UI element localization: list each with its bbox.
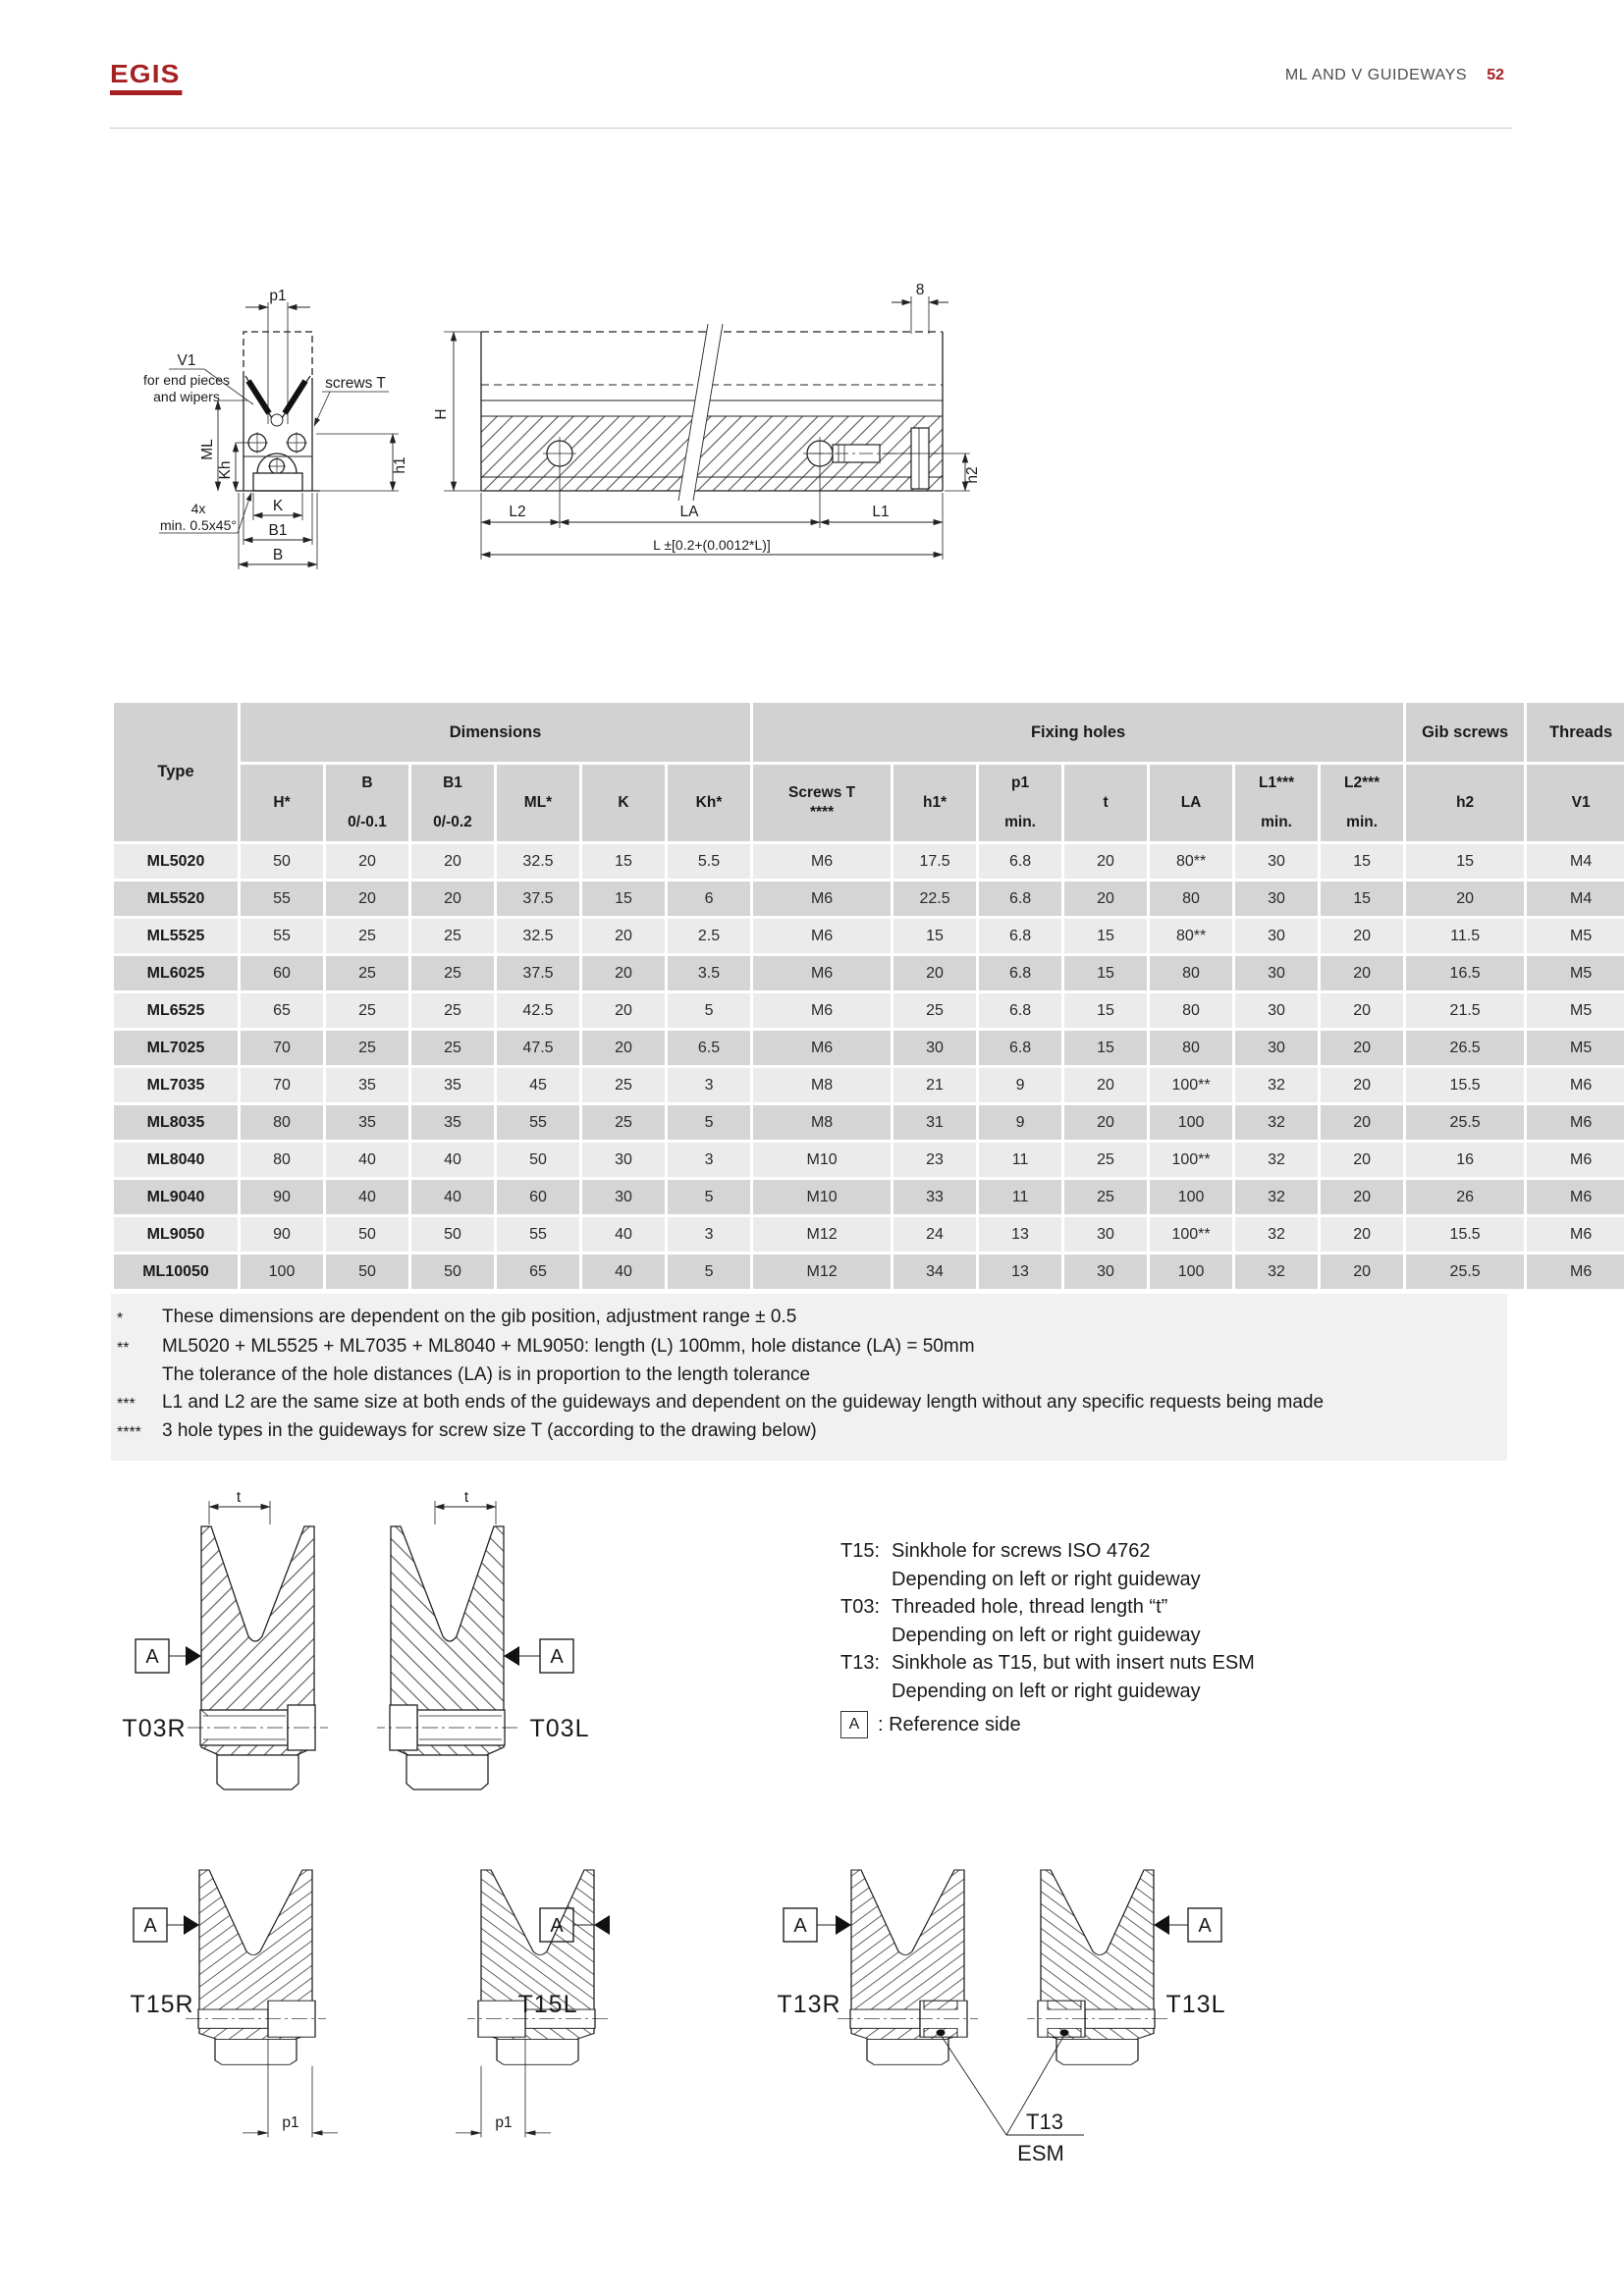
- column-group-fixing-holes: Fixing holes: [753, 703, 1403, 762]
- a-box-label: A: [550, 1646, 564, 1668]
- table-cell: 80**: [1150, 919, 1232, 953]
- table-cell: 5: [668, 1180, 750, 1214]
- header-divider: [110, 128, 1512, 129]
- table-cell: 6.8: [979, 919, 1061, 953]
- table-cell: 80: [241, 1105, 323, 1140]
- label-t13: T13: [1026, 2109, 1063, 2134]
- table-row: [114, 993, 1624, 1028]
- table-cell: 20: [1321, 1105, 1403, 1140]
- table-cell: 42.5: [497, 993, 579, 1028]
- table-cell: M5: [1527, 956, 1624, 990]
- a-box-label: A: [793, 1915, 807, 1937]
- table-cell: 15: [1064, 1031, 1147, 1065]
- dim-label-h1: h1: [392, 456, 408, 474]
- table-cell: 20: [1321, 1031, 1403, 1065]
- dim-label-l1: L1: [872, 504, 890, 520]
- profile-t13l: [1027, 1870, 1221, 2064]
- table-cell: 30: [893, 1031, 976, 1065]
- table-row: [114, 881, 1624, 916]
- table-cell: 6: [668, 881, 750, 916]
- table-cell: 32: [1235, 1217, 1318, 1252]
- table-cell: 9: [979, 1068, 1061, 1102]
- label-t13l: T13L: [1165, 1991, 1226, 2018]
- profile-t03l: [377, 1501, 573, 1789]
- column-header: ML*: [497, 765, 579, 841]
- table-row: [114, 844, 1624, 879]
- dim-label-t-left: t: [463, 1492, 469, 1506]
- column-group-dimensions: Dimensions: [241, 703, 750, 762]
- footnote-line: * These dimensions are dependent on the gib position, adjustment range ± 0.5: [117, 1307, 797, 1327]
- table-cell: 15: [1321, 844, 1403, 879]
- table-cell: 9: [979, 1105, 1061, 1140]
- table-cell: 3: [668, 1143, 750, 1177]
- label-esm: ESM: [1017, 2141, 1064, 2165]
- table-cell: 40: [411, 1143, 494, 1177]
- table-cell: 30: [582, 1180, 665, 1214]
- table-cell: 11.5: [1406, 919, 1524, 953]
- table-cell: 45: [497, 1068, 579, 1102]
- table-cell: 90: [241, 1217, 323, 1252]
- table-cell: 65: [497, 1255, 579, 1289]
- table-cell: 35: [326, 1068, 408, 1102]
- table-cell: 80: [241, 1143, 323, 1177]
- table-cell: 55: [241, 881, 323, 916]
- label-t03l: T03L: [529, 1715, 590, 1742]
- table-cell: M6: [1527, 1180, 1624, 1214]
- footnotes-panel: [111, 1294, 1507, 1461]
- table-cell: 21.5: [1406, 993, 1524, 1028]
- row-type: ML7025: [114, 1031, 238, 1065]
- table-cell: 23: [893, 1143, 976, 1177]
- table-cell: 80: [1150, 881, 1232, 916]
- dim-label-p1: p1: [269, 288, 287, 304]
- table-cell: 5.5: [668, 844, 750, 879]
- table-cell: 34: [893, 1255, 976, 1289]
- legend-item: T15: Sinkhole for screws ISO 4762: [840, 1540, 1151, 1562]
- dim-label-l-formula: L ±[0.2+(0.0012*L)]: [653, 537, 771, 553]
- dim-label-b1: B1: [268, 522, 288, 539]
- table-cell: 11: [979, 1180, 1061, 1214]
- footnote-line: **** 3 hole types in the guideways for screw size T (according to the drawing below): [117, 1420, 817, 1441]
- table-row: [114, 919, 1624, 953]
- sub-header-row: [114, 765, 1624, 841]
- dim-label-t-right: t: [236, 1492, 242, 1506]
- legend-item: T13: Sinkhole as T15, but with insert nuts ESM: [840, 1652, 1255, 1674]
- table-cell: 50: [411, 1255, 494, 1289]
- table-cell: 32.5: [497, 844, 579, 879]
- table-cell: 6.8: [979, 1031, 1061, 1065]
- table-cell: 20: [326, 881, 408, 916]
- table-cell: 25: [326, 993, 408, 1028]
- row-type: ML5520: [114, 881, 238, 916]
- chamfer-note-line1: 4x: [190, 501, 206, 516]
- legend-item-sub: Depending on left or right guideway: [892, 1680, 1201, 1702]
- table-cell: 30: [1235, 844, 1318, 879]
- reference-side-label: : Reference side: [878, 1713, 1021, 1735]
- table-row: [114, 1217, 1624, 1252]
- table-cell: 20: [1406, 881, 1524, 916]
- column-header: p1 min.: [979, 765, 1061, 841]
- table-cell: 50: [411, 1217, 494, 1252]
- page-number: 52: [1487, 67, 1504, 83]
- column-header: L2*** min.: [1321, 765, 1403, 841]
- a-box-label: A: [145, 1646, 159, 1668]
- egis-logo: EGIS: [110, 61, 183, 95]
- legend-item-sub: Depending on left or right guideway: [892, 1624, 1201, 1646]
- profile-t13r: [784, 1870, 978, 2064]
- table-cell: 15: [1064, 919, 1147, 953]
- table-cell: 20: [1321, 1143, 1403, 1177]
- row-type: ML9050: [114, 1217, 238, 1252]
- dimensions-table: [111, 700, 1624, 1292]
- table-cell: 50: [326, 1255, 408, 1289]
- table-cell: M10: [753, 1180, 891, 1214]
- row-type: ML8040: [114, 1143, 238, 1177]
- table-cell: 3: [668, 1217, 750, 1252]
- table-cell: 31: [893, 1105, 976, 1140]
- table-cell: 65: [241, 993, 323, 1028]
- table-cell: 80: [1150, 956, 1232, 990]
- reference-a-box: A: [840, 1711, 868, 1738]
- table-cell: 32: [1235, 1105, 1318, 1140]
- table-cell: M12: [753, 1217, 891, 1252]
- column-header: LA: [1150, 765, 1232, 841]
- table-cell: 15: [1064, 993, 1147, 1028]
- table-cell: 33: [893, 1180, 976, 1214]
- row-type: ML10050: [114, 1255, 238, 1289]
- legend-item: T03: Threaded hole, thread length “t”: [840, 1596, 1168, 1618]
- table-cell: M4: [1527, 881, 1624, 916]
- table-cell: 32: [1235, 1143, 1318, 1177]
- table-cell: 100: [1150, 1105, 1232, 1140]
- table-cell: 20: [1321, 993, 1403, 1028]
- table-cell: 20: [1321, 1068, 1403, 1102]
- footnote-line: The tolerance of the hole distances (LA) is in proportion to the length tolerance: [162, 1364, 811, 1385]
- footnote-line: *** L1 and L2 are the same size at both ends of the guideways and dependent on the guideway length without any specific requests being made: [117, 1391, 1325, 1413]
- table-cell: 22.5: [893, 881, 976, 916]
- row-type: ML9040: [114, 1180, 238, 1214]
- table-cell: 20: [1064, 1068, 1147, 1102]
- table-cell: M6: [753, 1031, 891, 1065]
- table-cell: 55: [241, 919, 323, 953]
- label-t15r: T15R: [130, 1991, 194, 2018]
- guideway-technical-drawing: [88, 177, 992, 599]
- table-cell: M6: [1527, 1068, 1624, 1102]
- table-cell: 16: [1406, 1143, 1524, 1177]
- a-box-label: A: [143, 1915, 157, 1937]
- table-cell: M6: [1527, 1255, 1624, 1289]
- table-cell: 32: [1235, 1255, 1318, 1289]
- table-cell: 100**: [1150, 1217, 1232, 1252]
- table-cell: 13: [979, 1255, 1061, 1289]
- table-row: [114, 1068, 1624, 1102]
- chamfer-note-line2: min. 0.5x45°: [160, 517, 237, 533]
- table-cell: 35: [411, 1105, 494, 1140]
- table-cell: 80: [1150, 993, 1232, 1028]
- table-cell: 6.8: [979, 993, 1061, 1028]
- table-cell: 30: [1235, 956, 1318, 990]
- table-cell: 5: [668, 993, 750, 1028]
- row-type: ML6525: [114, 993, 238, 1028]
- dim-label-b: B: [272, 547, 284, 563]
- legend-item-sub: Depending on left or right guideway: [892, 1568, 1201, 1590]
- dim-label-h: H: [433, 408, 450, 420]
- table-cell: 20: [326, 844, 408, 879]
- table-cell: M6: [753, 881, 891, 916]
- table-cell: 30: [1235, 919, 1318, 953]
- table-cell: 20: [582, 993, 665, 1028]
- table-cell: 25: [326, 956, 408, 990]
- table-cell: 90: [241, 1180, 323, 1214]
- table-cell: 30: [1064, 1255, 1147, 1289]
- column-header: t: [1064, 765, 1147, 841]
- table-cell: 20: [1321, 956, 1403, 990]
- table-cell: 6.5: [668, 1031, 750, 1065]
- table-cell: 20: [411, 844, 494, 879]
- table-cell: 25: [1064, 1143, 1147, 1177]
- table-cell: 21: [893, 1068, 976, 1102]
- table-cell: 15: [582, 844, 665, 879]
- a-box-label: A: [550, 1915, 564, 1937]
- table-cell: 100: [1150, 1255, 1232, 1289]
- table-cell: 50: [241, 844, 323, 879]
- table-cell: 40: [582, 1255, 665, 1289]
- table-cell: 26: [1406, 1180, 1524, 1214]
- table-cell: 20: [1321, 1255, 1403, 1289]
- row-type: ML7035: [114, 1068, 238, 1102]
- table-cell: 2.5: [668, 919, 750, 953]
- table-cell: 25: [411, 956, 494, 990]
- table-cell: 100: [1150, 1180, 1232, 1214]
- table-cell: 16.5: [1406, 956, 1524, 990]
- table-cell: 25: [893, 993, 976, 1028]
- table-row: [114, 956, 1624, 990]
- table-cell: 37.5: [497, 956, 579, 990]
- table-cell: M10: [753, 1143, 891, 1177]
- table-cell: 15: [582, 881, 665, 916]
- table-cell: 50: [326, 1217, 408, 1252]
- table-body: [114, 844, 1624, 1289]
- table-cell: 26.5: [1406, 1031, 1524, 1065]
- table-cell: M6: [1527, 1143, 1624, 1177]
- dim-label-h2: h2: [964, 466, 981, 484]
- table-cell: 47.5: [497, 1031, 579, 1065]
- table-cell: 20: [1321, 1180, 1403, 1214]
- table-cell: M6: [753, 844, 891, 879]
- table-cell: 30: [1235, 1031, 1318, 1065]
- footnote-line: ** ML5020 + ML5525 + ML7035 + ML8040 + ML9050: length (L) 100mm, hole distance (LA) = 50mm: [117, 1335, 975, 1357]
- table-cell: M5: [1527, 993, 1624, 1028]
- table-cell: 25: [411, 1031, 494, 1065]
- table-cell: 15: [1064, 956, 1147, 990]
- table-cell: 100: [241, 1255, 323, 1289]
- table-cell: 25: [582, 1068, 665, 1102]
- table-row: [114, 1031, 1624, 1065]
- column-header: h1*: [893, 765, 976, 841]
- table-cell: 80: [1150, 1031, 1232, 1065]
- row-type: ML5020: [114, 844, 238, 879]
- dim-label-ml: ML: [199, 439, 216, 460]
- table-row: [114, 1105, 1624, 1140]
- table-cell: 11: [979, 1143, 1061, 1177]
- table-cell: 60: [241, 956, 323, 990]
- column-header: V1: [1527, 765, 1624, 841]
- column-header: H*: [241, 765, 323, 841]
- column-header: B1 0/-0.2: [411, 765, 494, 841]
- dim-label-k: K: [272, 498, 284, 514]
- column-header: h2: [1406, 765, 1524, 841]
- table-cell: 37.5: [497, 881, 579, 916]
- label-t03r: T03R: [122, 1715, 187, 1742]
- row-type: ML5525: [114, 919, 238, 953]
- table-cell: M8: [753, 1105, 891, 1140]
- table-cell: 100**: [1150, 1143, 1232, 1177]
- column-group-type: Type: [114, 703, 238, 841]
- column-group-threads: Threads: [1527, 703, 1624, 762]
- table-cell: M4: [1527, 844, 1624, 879]
- row-type: ML6025: [114, 956, 238, 990]
- a-box-label: A: [1198, 1915, 1212, 1937]
- table-cell: 35: [411, 1068, 494, 1102]
- table-cell: 25: [1064, 1180, 1147, 1214]
- dim-label-kh: Kh: [217, 460, 234, 480]
- table-cell: 40: [326, 1180, 408, 1214]
- profile-t03r: [135, 1501, 328, 1789]
- table-cell: 25: [582, 1105, 665, 1140]
- table-cell: 3: [668, 1068, 750, 1102]
- table-cell: 80**: [1150, 844, 1232, 879]
- side-view-drawing: [481, 296, 970, 560]
- table-cell: 32.5: [497, 919, 579, 953]
- table-cell: M6: [1527, 1105, 1624, 1140]
- table-cell: 25: [411, 919, 494, 953]
- table-cell: 20: [582, 956, 665, 990]
- table-cell: 13: [979, 1217, 1061, 1252]
- table-cell: 40: [411, 1180, 494, 1214]
- table-cell: M5: [1527, 919, 1624, 953]
- group-header-row: [114, 703, 1624, 762]
- table-cell: 6.8: [979, 956, 1061, 990]
- table-cell: 40: [582, 1217, 665, 1252]
- table-cell: 25: [411, 993, 494, 1028]
- table-cell: 25.5: [1406, 1105, 1524, 1140]
- table-cell: 6.8: [979, 844, 1061, 879]
- table-cell: 30: [582, 1143, 665, 1177]
- table-cell: 15.5: [1406, 1068, 1524, 1102]
- table-cell: 15.5: [1406, 1217, 1524, 1252]
- table-cell: 32: [1235, 1180, 1318, 1214]
- table-cell: M6: [753, 993, 891, 1028]
- table-cell: 20: [1064, 1105, 1147, 1140]
- table-cell: 40: [326, 1143, 408, 1177]
- dim-label-p1-right: p1: [282, 2114, 299, 2131]
- label-t15l: T15L: [517, 1991, 578, 2018]
- table-cell: 20: [1064, 844, 1147, 879]
- table-cell: 15: [893, 919, 976, 953]
- table-cell: 20: [1321, 1217, 1403, 1252]
- column-header: B 0/-0.1: [326, 765, 408, 841]
- table-cell: 32: [1235, 1068, 1318, 1102]
- table-cell: 24: [893, 1217, 976, 1252]
- table-cell: M12: [753, 1255, 891, 1289]
- dim-label-p1-left: p1: [495, 2114, 513, 2131]
- table-cell: 50: [497, 1143, 579, 1177]
- table-cell: 60: [497, 1180, 579, 1214]
- dimensions-table-wrap: [111, 700, 1613, 1292]
- column-header: K: [582, 765, 665, 841]
- column-header: L1*** min.: [1235, 765, 1318, 841]
- v1-note-line1: for end pieces: [143, 372, 230, 388]
- table-cell: 5: [668, 1105, 750, 1140]
- table-cell: 17.5: [893, 844, 976, 879]
- table-cell: 20: [893, 956, 976, 990]
- column-group-gib-screws: Gib screws: [1406, 703, 1524, 762]
- table-cell: 3.5: [668, 956, 750, 990]
- column-header: Screws T ****: [753, 765, 891, 841]
- dim-label-v1: V1: [177, 352, 196, 369]
- table-row: [114, 1143, 1624, 1177]
- table-cell: 6.8: [979, 881, 1061, 916]
- page-title: ML AND V GUIDEWAYS: [1284, 67, 1468, 83]
- table-cell: 100**: [1150, 1068, 1232, 1102]
- table-cell: 20: [582, 919, 665, 953]
- table-cell: M6: [1527, 1217, 1624, 1252]
- label-t13r: T13R: [777, 1991, 841, 2018]
- header-right: [1285, 67, 1504, 84]
- table-cell: 25: [326, 1031, 408, 1065]
- dim-label-l2: L2: [509, 504, 526, 520]
- table-row: [114, 1255, 1624, 1289]
- table-cell: 20: [1064, 881, 1147, 916]
- row-type: ML8035: [114, 1105, 238, 1140]
- table-cell: 30: [1235, 881, 1318, 916]
- table-row: [114, 1180, 1624, 1214]
- table-cell: 55: [497, 1217, 579, 1252]
- table-cell: 25: [326, 919, 408, 953]
- table-cell: 20: [411, 881, 494, 916]
- table-cell: 30: [1064, 1217, 1147, 1252]
- table-cell: 5: [668, 1255, 750, 1289]
- table-cell: 15: [1406, 844, 1524, 879]
- table-cell: M6: [753, 956, 891, 990]
- dim-label-la: LA: [679, 504, 699, 520]
- column-header: Kh*: [668, 765, 750, 841]
- table-cell: 25.5: [1406, 1255, 1524, 1289]
- table-cell: 35: [326, 1105, 408, 1140]
- table-cell: 55: [497, 1105, 579, 1140]
- table-cell: 70: [241, 1068, 323, 1102]
- dim-label-8: 8: [915, 282, 925, 298]
- hole-types-drawing: [88, 1492, 1316, 2238]
- table-cell: 20: [1321, 919, 1403, 953]
- dim-label-screws-t: screws T: [325, 375, 386, 392]
- table-cell: 15: [1321, 881, 1403, 916]
- table-cell: M5: [1527, 1031, 1624, 1065]
- table-cell: 70: [241, 1031, 323, 1065]
- table-cell: 30: [1235, 993, 1318, 1028]
- table-cell: M8: [753, 1068, 891, 1102]
- table-cell: M6: [753, 919, 891, 953]
- table-cell: 20: [582, 1031, 665, 1065]
- v1-note-line2: and wipers: [153, 389, 220, 404]
